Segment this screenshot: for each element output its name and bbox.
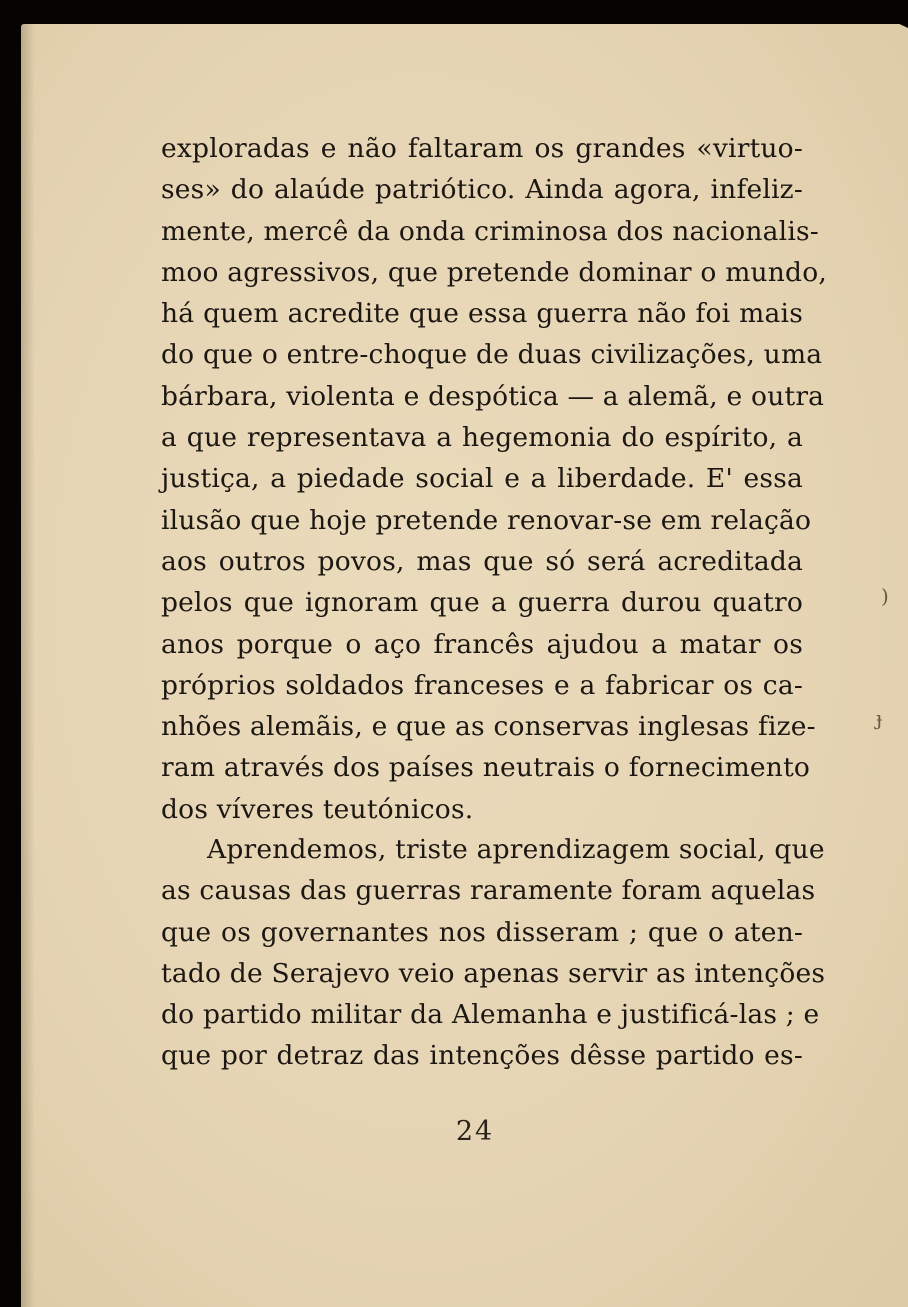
text-line: moo agressivos, que pretende dominar o mundo, <box>161 256 828 288</box>
text-line-indented: Aprendemos, triste aprendizagem social, que <box>207 834 825 865</box>
text-line: do que o entre-choque de duas civilizações, uma <box>161 339 823 371</box>
text-line: anos porque o aço francês ajudou a matar os <box>161 628 803 660</box>
paragraph-2 <box>161 829 826 1077</box>
page-number: 24 <box>455 1116 495 1147</box>
text-line: aos outros povos, mas que só será acreditada <box>161 545 803 577</box>
text-line: ilusão que hoje pretende renovar-se em relação <box>161 504 812 536</box>
text-line: a que representava a hegemonia do espírito, a <box>161 422 803 454</box>
text-line: do partido militar da Alemanha e justificá-las ; e <box>161 999 820 1031</box>
paper-sheet <box>21 24 908 1307</box>
text-line: que os governantes nos disseram ; que o aten- <box>161 916 803 948</box>
margin-ink-mark: ) <box>881 584 889 608</box>
text-line: tado de Serajevo veio apenas servir as intenções <box>161 957 826 989</box>
text-line: bárbara, violenta e despótica — a alemã, e outra <box>161 380 825 412</box>
text-line: nhões alemãis, e que as conservas inglesas fize- <box>161 711 816 743</box>
text-line: pelos que ignoram que a guerra durou quatro <box>161 587 803 619</box>
text-line: as causas das guerras raramente foram aquelas <box>161 875 816 907</box>
text-line: dos víveres teutónicos. <box>161 793 474 825</box>
paragraph-1 <box>161 128 828 830</box>
text-line: ram através dos países neutrais o fornecimento <box>161 752 811 784</box>
text-line: ses» do alaúde patriótico. Ainda agora, infeliz- <box>161 174 803 206</box>
text-line: mente, mercê da onda criminosa dos nacionalis- <box>161 215 819 247</box>
binding-shadow <box>21 24 35 1307</box>
text-line: justiça, a piedade social e a liberdade. E' essa <box>161 463 803 495</box>
text-line: que por detraz das intenções dêsse partido es- <box>161 1040 803 1072</box>
text-line: exploradas e não faltaram os grandes «virtuo- <box>161 133 803 164</box>
text-line: próprios soldados franceses e a fabricar os ca- <box>161 669 803 701</box>
margin-ink-mark: ɟ <box>876 706 883 730</box>
text-line: há quem acredite que essa guerra não foi mais <box>161 298 803 330</box>
